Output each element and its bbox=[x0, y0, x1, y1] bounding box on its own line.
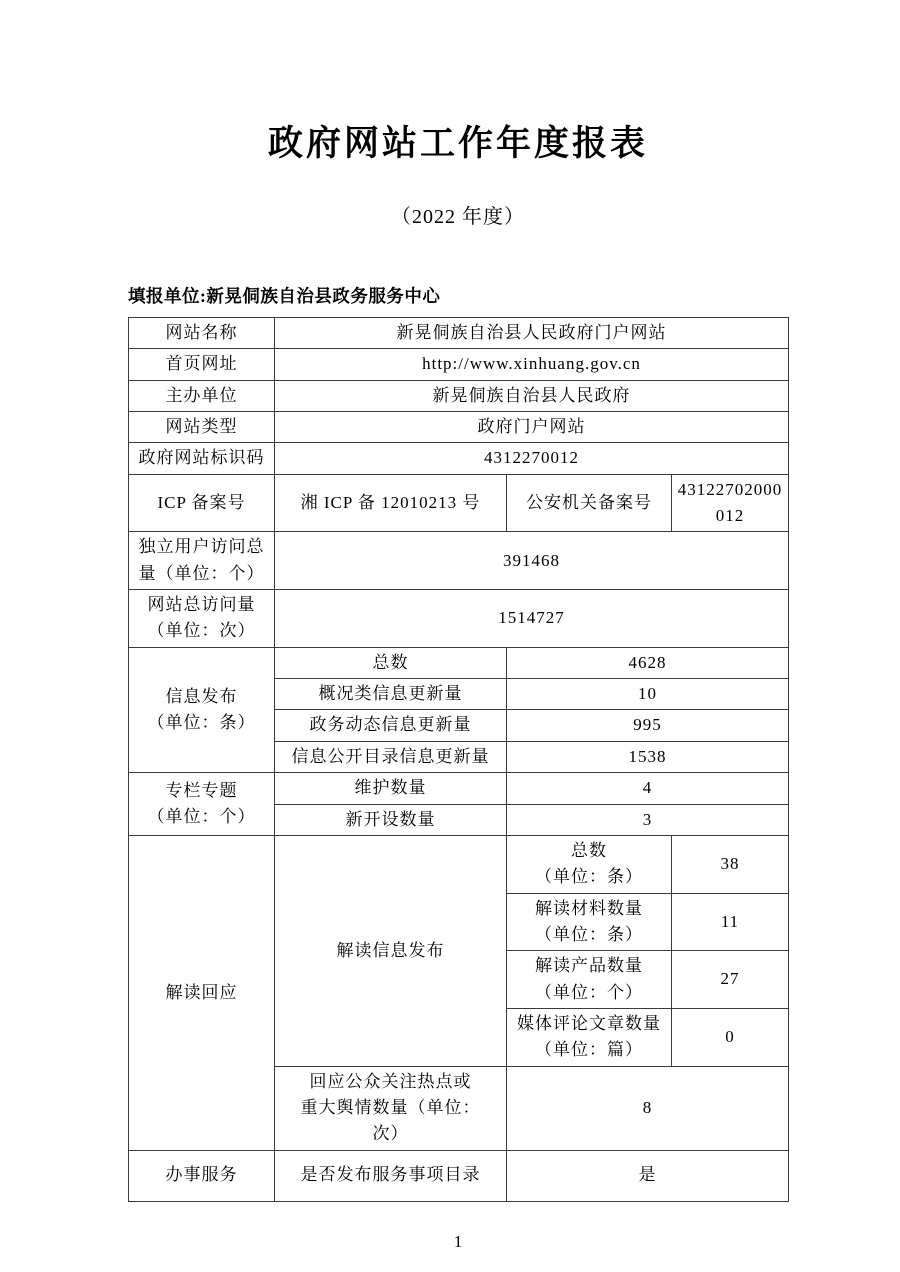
page-title: 政府网站工作年度报表 bbox=[267, 124, 648, 163]
value-media-comment-articles: 0 bbox=[672, 1008, 789, 1066]
cell-line: 重大舆情数量（单位： bbox=[300, 1097, 481, 1117]
value-interp-total: 38 bbox=[672, 835, 789, 893]
value-info-total: 4628 bbox=[507, 647, 789, 678]
value-homepage-url: http://www.xinhuang.gov.cn bbox=[275, 349, 789, 380]
value-website-name: 新晃侗族自治县人民政府门户网站 bbox=[275, 318, 789, 349]
table-row bbox=[129, 835, 789, 893]
cell-line: 回应公众关注热点或 bbox=[309, 1071, 472, 1091]
group-label-service: 办事服务 bbox=[129, 1150, 275, 1201]
annual-report-table bbox=[128, 317, 789, 1202]
value-overview-updates: 10 bbox=[507, 679, 789, 710]
cell-line: 次） bbox=[372, 1124, 409, 1144]
group-label-line: 信息发布 bbox=[165, 686, 238, 706]
label-open-directory-updates: 信息公开目录信息更新量 bbox=[275, 741, 507, 772]
cell-line: （单位：条） bbox=[535, 867, 643, 887]
table-row bbox=[129, 380, 789, 411]
label-icp-number: ICP 备案号 bbox=[129, 474, 275, 532]
cell-line: 解读材料数量 bbox=[535, 898, 643, 918]
value-gov-news-updates: 995 bbox=[507, 710, 789, 741]
page-subtitle: （2022 年度） bbox=[391, 206, 525, 228]
reporting-unit-line: 填报单位:新晃侗族自治县政务服务中心 bbox=[128, 286, 441, 306]
page-number: 1 bbox=[453, 1231, 463, 1251]
label-website-type: 网站类型 bbox=[129, 412, 275, 443]
value-host-unit: 新晃侗族自治县人民政府 bbox=[275, 380, 789, 411]
value-newly-opened-count: 3 bbox=[507, 804, 789, 835]
cell-line: 解读产品数量 bbox=[535, 956, 643, 976]
group-label-line: （单位：个） bbox=[147, 807, 256, 826]
table-row bbox=[129, 1150, 789, 1201]
label-hotspot-response bbox=[275, 1066, 507, 1150]
table-row bbox=[129, 443, 789, 474]
value-maintained-count: 4 bbox=[507, 773, 789, 804]
table-row bbox=[129, 412, 789, 443]
table-row bbox=[129, 532, 789, 590]
value-website-type: 政府门户网站 bbox=[275, 412, 789, 443]
label-host-unit: 主办单位 bbox=[129, 380, 275, 411]
cell-line: 总数 bbox=[571, 840, 607, 860]
table-row bbox=[129, 647, 789, 678]
label-maintained-count: 维护数量 bbox=[275, 773, 507, 804]
cell-line: 媒体评论文章数量 bbox=[517, 1013, 661, 1033]
group-label-line: 专栏专题 bbox=[165, 780, 238, 800]
label-newly-opened-count: 新开设数量 bbox=[275, 804, 507, 835]
label-interp-total bbox=[507, 835, 672, 893]
label-unique-visitors: 独立用户访问总量（单位：个） bbox=[129, 532, 275, 590]
value-service-directory-published: 是 bbox=[507, 1150, 789, 1201]
document-content bbox=[128, 0, 788, 1252]
value-interp-materials: 11 bbox=[672, 893, 789, 951]
label-interpretation-release: 解读信息发布 bbox=[275, 835, 507, 1066]
value-icp-number: 湘 ICP 备 12010213 号 bbox=[275, 474, 507, 532]
label-overview-updates: 概况类信息更新量 bbox=[275, 679, 507, 710]
table-row bbox=[129, 773, 789, 804]
table-row-icp bbox=[129, 474, 789, 532]
cell-line: （单位：条） bbox=[535, 924, 643, 944]
label-info-total: 总数 bbox=[275, 647, 507, 678]
label-security-filing: 公安机关备案号 bbox=[507, 474, 672, 532]
label-website-name: 网站名称 bbox=[129, 318, 275, 349]
label-media-comment-articles bbox=[507, 1008, 672, 1066]
group-label-line: （单位：条） bbox=[147, 712, 256, 732]
label-interp-materials bbox=[507, 893, 672, 951]
value-total-visits: 1514727 bbox=[275, 590, 789, 648]
group-label-info-release bbox=[129, 647, 275, 772]
cell-line: （单位：个） bbox=[535, 982, 643, 1002]
table-row bbox=[129, 318, 789, 349]
value-website-id-code: 4312270012 bbox=[275, 443, 789, 474]
table-row bbox=[129, 590, 789, 648]
cell-line: （单位：篇） bbox=[535, 1040, 643, 1060]
label-service-directory-published: 是否发布服务事项目录 bbox=[275, 1150, 507, 1201]
group-label-special-columns bbox=[129, 773, 275, 836]
label-homepage-url: 首页网址 bbox=[129, 349, 275, 380]
value-open-directory-updates: 1538 bbox=[507, 741, 789, 772]
label-interp-products bbox=[507, 951, 672, 1009]
label-website-id-code: 政府网站标识码 bbox=[129, 443, 275, 474]
label-total-visits: 网站总访问量（单位：次） bbox=[129, 590, 275, 648]
table-row bbox=[129, 349, 789, 380]
value-security-filing: 43122702000012 bbox=[672, 474, 789, 532]
group-label-interpretation: 解读回应 bbox=[129, 835, 275, 1150]
value-hotspot-response: 8 bbox=[507, 1066, 789, 1150]
value-unique-visitors: 391468 bbox=[275, 532, 789, 590]
label-gov-news-updates: 政务动态信息更新量 bbox=[275, 710, 507, 741]
value-interp-products: 27 bbox=[672, 951, 789, 1009]
